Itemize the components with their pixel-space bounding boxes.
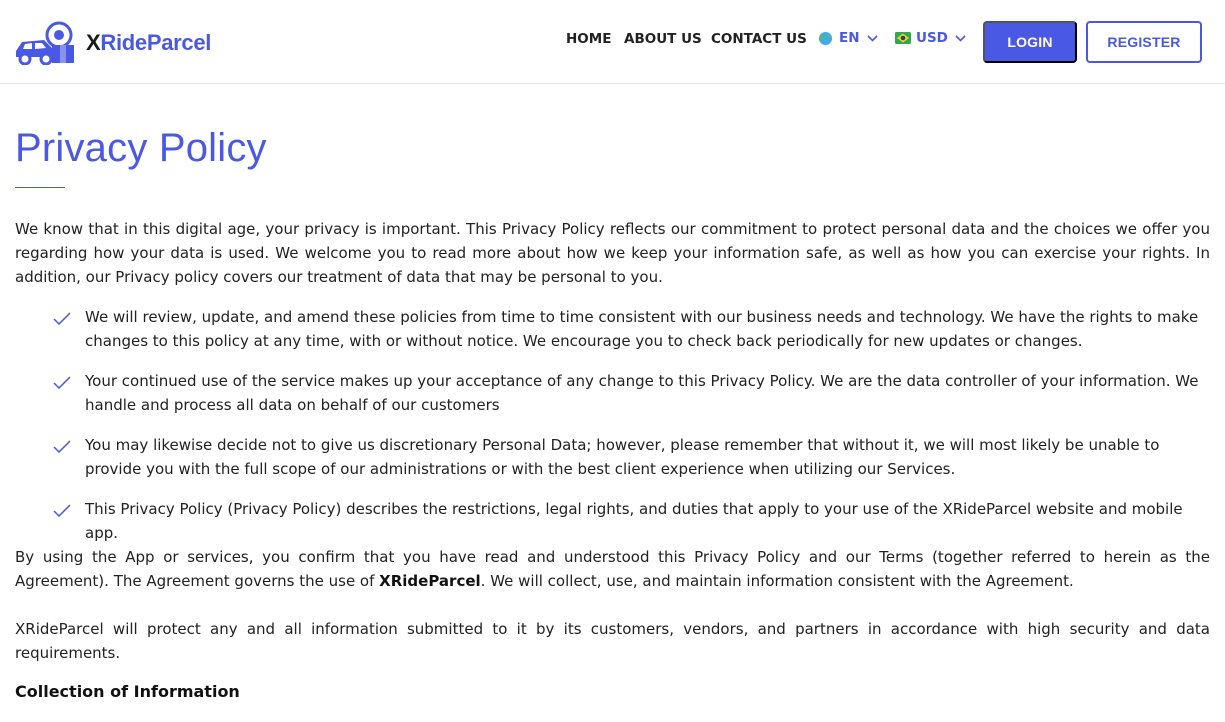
flag-icon [895, 32, 911, 44]
login-button[interactable]: LOGIN [983, 21, 1077, 63]
car-parcel-logo-icon [14, 21, 76, 65]
currency-value: USD [916, 30, 948, 46]
currency-selector[interactable] [895, 30, 966, 46]
section-heading: Collection of Information [15, 682, 240, 701]
nav-about-us[interactable]: ABOUT US [624, 31, 702, 47]
list-item [50, 369, 1210, 417]
logo[interactable] [14, 20, 211, 66]
bullet-text: This Privacy Policy (Privacy Policy) describes the restrictions, legal rights, and duties that apply to your use of the XRideParcel website and mobile app. [85, 500, 1183, 542]
chevron-down-icon [955, 35, 966, 42]
list-item [50, 305, 1210, 353]
nav-home[interactable]: HOME [566, 31, 612, 47]
logo-text: XRideParcel [86, 30, 212, 55]
title-underline [15, 187, 65, 188]
site-header [0, 0, 1225, 84]
bullet-text: You may likewise decide not to give us discretionary Personal Data; however, please remember that without it, we will most likely be unable to provide you with the full scope of our administrations or with the best client experience when utilizing our Services. [85, 436, 1160, 478]
globe-icon [818, 31, 833, 46]
list-item [50, 497, 1210, 545]
checkmark-icon [53, 376, 71, 389]
language-value: EN [839, 30, 860, 46]
brand-name-bold: XRideParcel [379, 572, 481, 590]
language-selector[interactable] [818, 30, 878, 46]
bullet-text: Your continued use of the service makes up your acceptance of any change to this Privacy Policy. We are the data controller of your information. We handle and process all data on behalf of our customers [85, 372, 1199, 414]
nav-contact-us[interactable]: CONTACT US [711, 31, 807, 47]
chevron-down-icon [867, 35, 878, 42]
checkmark-icon [53, 312, 71, 325]
list-item [50, 433, 1210, 481]
register-button[interactable]: REGISTER [1086, 21, 1202, 63]
intro-paragraph: We know that in this digital age, your privacy is important. This Privacy Policy reflects our commitment to protect personal data and the choices we offer you regarding how your data is used. We welcome you to read more about how we keep your information safe, as well as how you can exercise your rights. In addition, our Privacy policy covers our treatment of data that may be personal to you. [15, 220, 1210, 286]
page-title: Privacy Policy [15, 126, 267, 170]
protection-paragraph: XRideParcel will protect any and all information submitted to it by its customers, vendors, and partners in accordance with high security and data requirements. [15, 620, 1210, 662]
checkmark-icon [53, 504, 71, 517]
bullet-text: We will review, update, and amend these policies from time to time consistent with our business needs and technology. We have the rights to make changes to this policy at any time, with or without notice. We encourage you to check back periodically for new updates or changes. [85, 308, 1199, 350]
checkmark-icon [53, 440, 71, 453]
agreement-paragraph: By using the App or services, you confirm that you have read and understood this Privacy Policy and our Terms (together referred to herein as the Agreement). The Agreement governs the use of XRideParcel. We will collect, use, and maintain information consistent with the Agreement. [15, 548, 1210, 590]
policy-bullet-list [50, 305, 1210, 561]
